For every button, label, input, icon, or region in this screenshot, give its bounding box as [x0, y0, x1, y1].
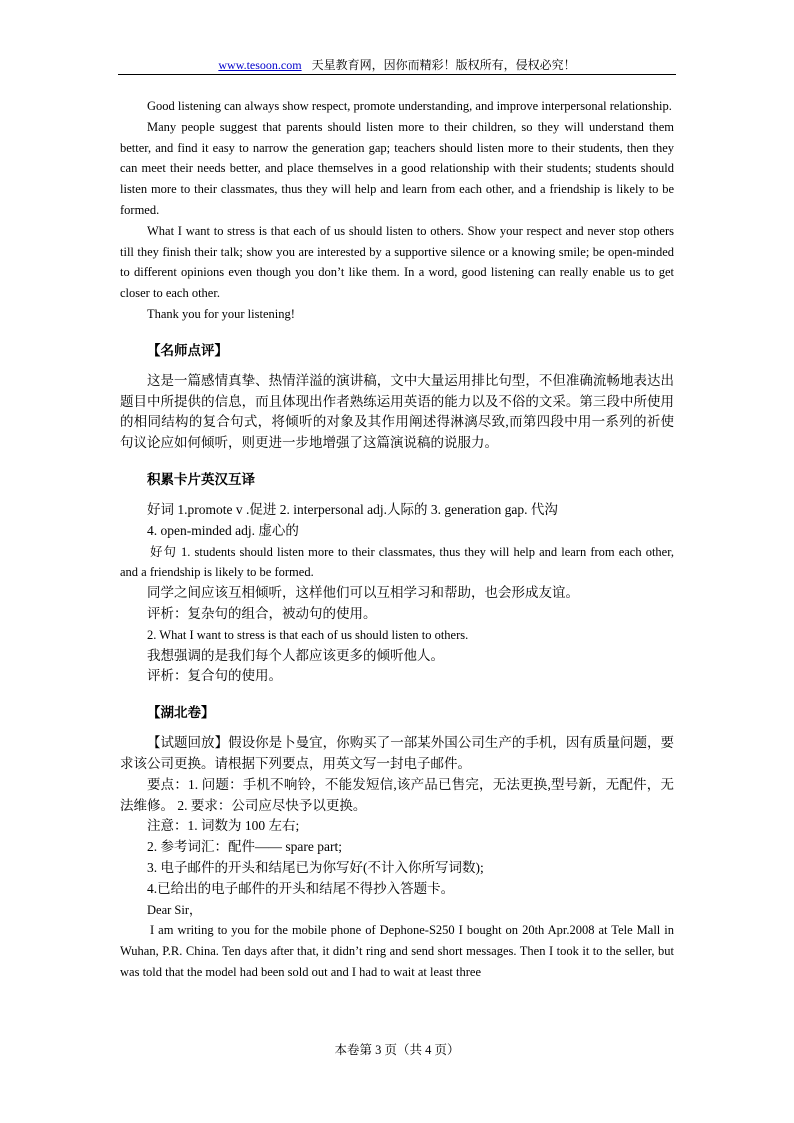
task-text: 【试题回放】假设你是卜曼宜，你购买了一部某外国公司生产的手机，因有质量问题，要求该公司更换。请根据下列要点，用英文写一封电子邮件。: [120, 735, 674, 771]
letter-body: I am writing to you for the mobile phone of Dephone-S250 I bought on 20th Apr.2008 at Tele Mall in Wuhan, P.R. China. Ten days after that, it didn’t ring and send short messages. Then I took it to the seller, but was told that the model had been sold out and I had to wait at least three: [120, 923, 674, 979]
sentence-2: 2. What I want to stress is that each of us should listen to others.: [147, 627, 469, 642]
site-link[interactable]: www.tesoon.com: [218, 58, 302, 72]
hubei-heading: 【湖北卷】: [147, 705, 215, 722]
cards-heading: 积累卡片英汉互译: [147, 471, 255, 488]
note-1: 注意：1. 词数为 100 左右;: [147, 818, 300, 834]
page-header: [118, 56, 676, 75]
paragraph-1: Good listening can always show respect, promote understanding, and improve interpersonal relationship.: [147, 99, 672, 113]
review-heading: 【名师点评】: [147, 342, 228, 359]
note-4: 4.已给出的电子邮件的开头和结尾不得抄入答题卡。: [147, 880, 455, 896]
analysis-1: 评析：复杂句的组合，被动句的使用。: [147, 605, 377, 621]
paragraph-2: Many people suggest that parents should listen more to their children, so they will understand them better, and find it easy to narrow the generation gap; teachers should listen more to their students, then they can meet their needs better, and place themselves in a good relationship with their students; students should listen more to their classmates, thus they will help and learn from each other, and a friendship is likely to be formed.: [120, 119, 674, 217]
page-content: [120, 96, 674, 983]
sentence-1: 好句 1. students should listen more to their classmates, thus they will help and learn from each other, and a friendship is likely to be formed.: [120, 544, 674, 580]
salutation: Dear Sir，: [147, 902, 202, 917]
vocab-line-1: 好词 1.promote v .促进 2. interpersonal adj.人际的 3. generation gap. 代沟: [147, 501, 558, 517]
sentence-1-translation: 同学之间应该互相倾听，这样他们可以互相学习和帮助，也会形成友谊。: [147, 585, 579, 601]
paragraph-3: What I want to stress is that each of us should listen to others. Show your respect and never stop others till they finish their talk; show you are interested by a supportive silence or a knowing smile; be open-minded to different opinions even though you don’t like them. In a word, good listening can really enable us to get closer to each other.: [120, 223, 674, 301]
analysis-2: 评析：复合句的使用。: [147, 668, 282, 684]
paragraph-4: Thank you for your listening!: [147, 306, 295, 321]
note-2: 2. 参考词汇：配件—— spare part;: [147, 839, 342, 855]
header-slogan: 天星教育网，因你而精彩！版权所有，侵权必究！: [311, 58, 576, 72]
task-points: 要点：1. 问题：手机不响铃，不能发短信,该产品已售完，无法更换,型号新，无配件，无法维修。 2. 要求：公司应尽快予以更换。: [120, 776, 674, 813]
page-footer: 本卷第 3 页（共 4 页）: [334, 1043, 460, 1057]
vocab-line-2: 4. open-minded adj. 虚心的: [147, 522, 299, 538]
sentence-2-translation: 我想强调的是我们每个人都应该更多的倾听他人。: [147, 647, 444, 663]
note-3: 3. 电子邮件的开头和结尾已为你写好(不计入你所写词数);: [147, 859, 484, 875]
review-text: 这是一篇感情真挚、热情洋溢的演讲稿，文中大量运用排比句型，不但准确流畅地表达出题目中所提供的信息，而且体现出作者熟练运用英语的能力以及不俗的文采。第三段中所使用的相同结构的复合句式，将倾听的对象及其作用阐述得淋漓尽致,而第四段中用一系列的祈使句议论应如何倾听，则更进一步地增强了这篇演说稿的说服力。: [120, 372, 674, 451]
